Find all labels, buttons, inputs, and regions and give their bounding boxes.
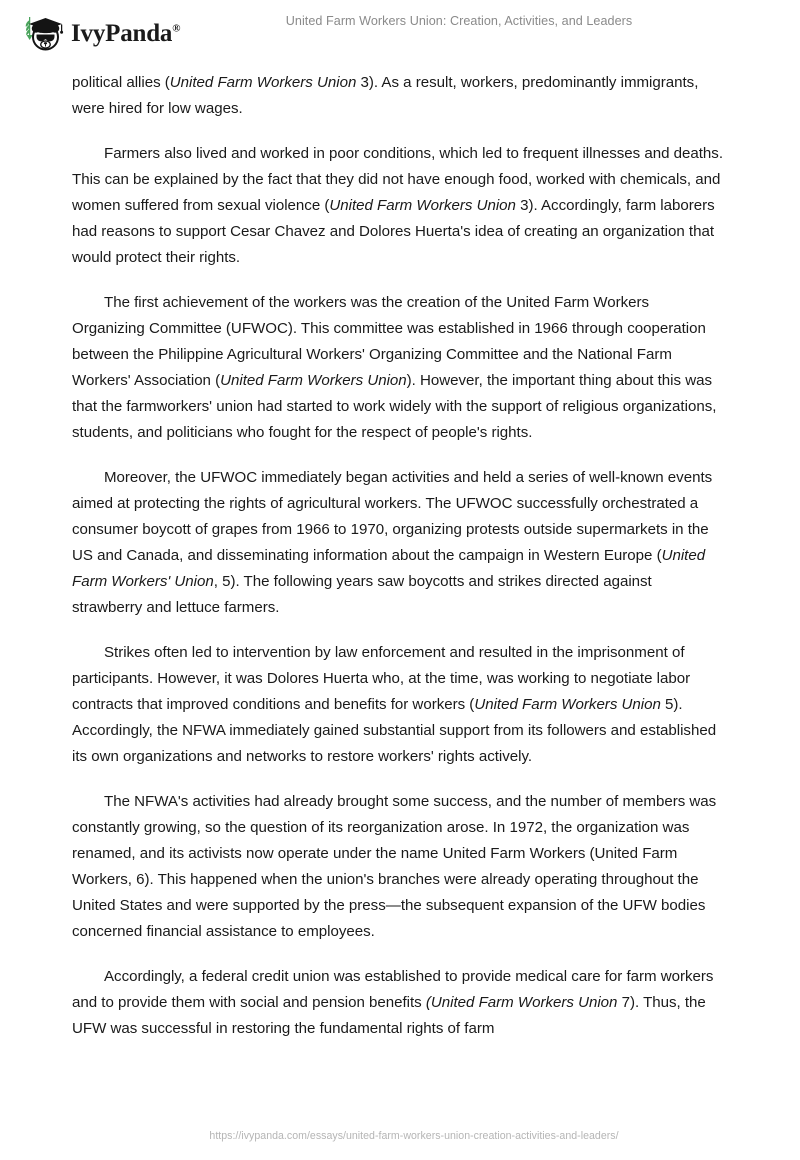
source-url[interactable]: https://ivypanda.com/essays/united-farm-workers-union-creation-activities-and-leaders/	[209, 1130, 619, 1142]
brand-name-text: IvyPanda	[71, 19, 173, 47]
text-run: 7). Thus, the UFW was successful in restoring the fundamental rights of farm	[72, 994, 706, 1037]
page-header	[0, 0, 800, 62]
text-run: 3). Accordingly, farm laborers had reasons to support Cesar Chavez and Dolores Huerta's idea of creating an organization that would protect their rights.	[72, 197, 715, 266]
paragraph	[72, 640, 723, 770]
paragraph	[72, 465, 723, 621]
document-body	[72, 70, 723, 1061]
citation-title: United Farm Workers Union	[169, 74, 357, 91]
document-title: United Farm Workers Union: Creation, Activities, and Leaders	[285, 14, 633, 28]
text-run: 5). Accordingly, the NFWA immediately gained substantial support from its followers and established its own organizations and networks to restore workers' rights actively.	[72, 696, 717, 765]
text-run: , 5). The following years saw boycotts and strikes directed against strawberry and lettuce farmers.	[72, 573, 652, 616]
page-footer	[0, 1126, 800, 1144]
registered-mark-icon: ®	[172, 22, 181, 35]
citation-title: United Farm Workers Union	[474, 696, 661, 713]
paragraph	[72, 70, 723, 122]
text-run: The NFWA's activities had already brought some success, and the number of members was constantly growing, so the question of its reorganization arose. In 1972, the organization was renamed, and its activists now operate under the name United Farm Workers (United Farm Workers, 6). This happened when the union's branches were already operating throughout the United States and were supported by the press—the subsequent expansion of the UFW bodies concerned financial assistance to employees.	[72, 793, 717, 940]
text-run: 3). As a result, workers, predominantly immigrants, were hired for low wages.	[72, 74, 699, 117]
paragraph	[72, 141, 723, 271]
paragraph	[72, 789, 723, 945]
text-run: Moreover, the UFWOC immediately began activities and held a series of well-known events aimed at protecting the rights of agricultural workers. The UFWOC successfully orchestrated a consumer boycott of grapes from 1966 to 1970, organizing protests outside supermarkets in the US and Canada, and disseminating information about the campaign in Western Europe (	[72, 469, 713, 564]
citation-title: (United Farm Workers Union	[425, 994, 618, 1011]
text-run: Accordingly, a federal credit union was established to provide medical care for farm workers and to provide them with social and pension benefits	[72, 968, 714, 1011]
text-run: ). However, the important thing about this was that the farmworkers' union had started to work widely with the support of religious organizations, students, and politicians who fought for the respect of people's rights.	[72, 372, 717, 441]
paragraph	[72, 290, 723, 446]
paragraph	[72, 964, 723, 1042]
citation-title: United Farm Workers Union	[329, 197, 516, 214]
text-run: political allies (	[72, 74, 170, 91]
citation-title: United Farm Workers Union	[220, 372, 407, 389]
citation-title: United Farm Workers' Union	[72, 547, 706, 590]
text-run: Strikes often led to intervention by law enforcement and resulted in the imprisonment of participants. However, it was Dolores Huerta who, at the time, was working to negotiate labor contracts that improved conditions and benefits for workers (	[72, 644, 691, 713]
text-run: The first achievement of the workers was the creation of the United Farm Workers Organizing Committee (UFWOC). This committee was established in 1966 through cooperation between the Philippine Agricultural Workers' Organizing Committee and the National Farm Workers' Association (	[72, 294, 706, 389]
text-run: Farmers also lived and worked in poor conditions, which led to frequent illnesses and deaths. This can be explained by the fact that they did not have enough food, worked with chemicals, and women suffered from sexual violence (	[72, 145, 724, 214]
